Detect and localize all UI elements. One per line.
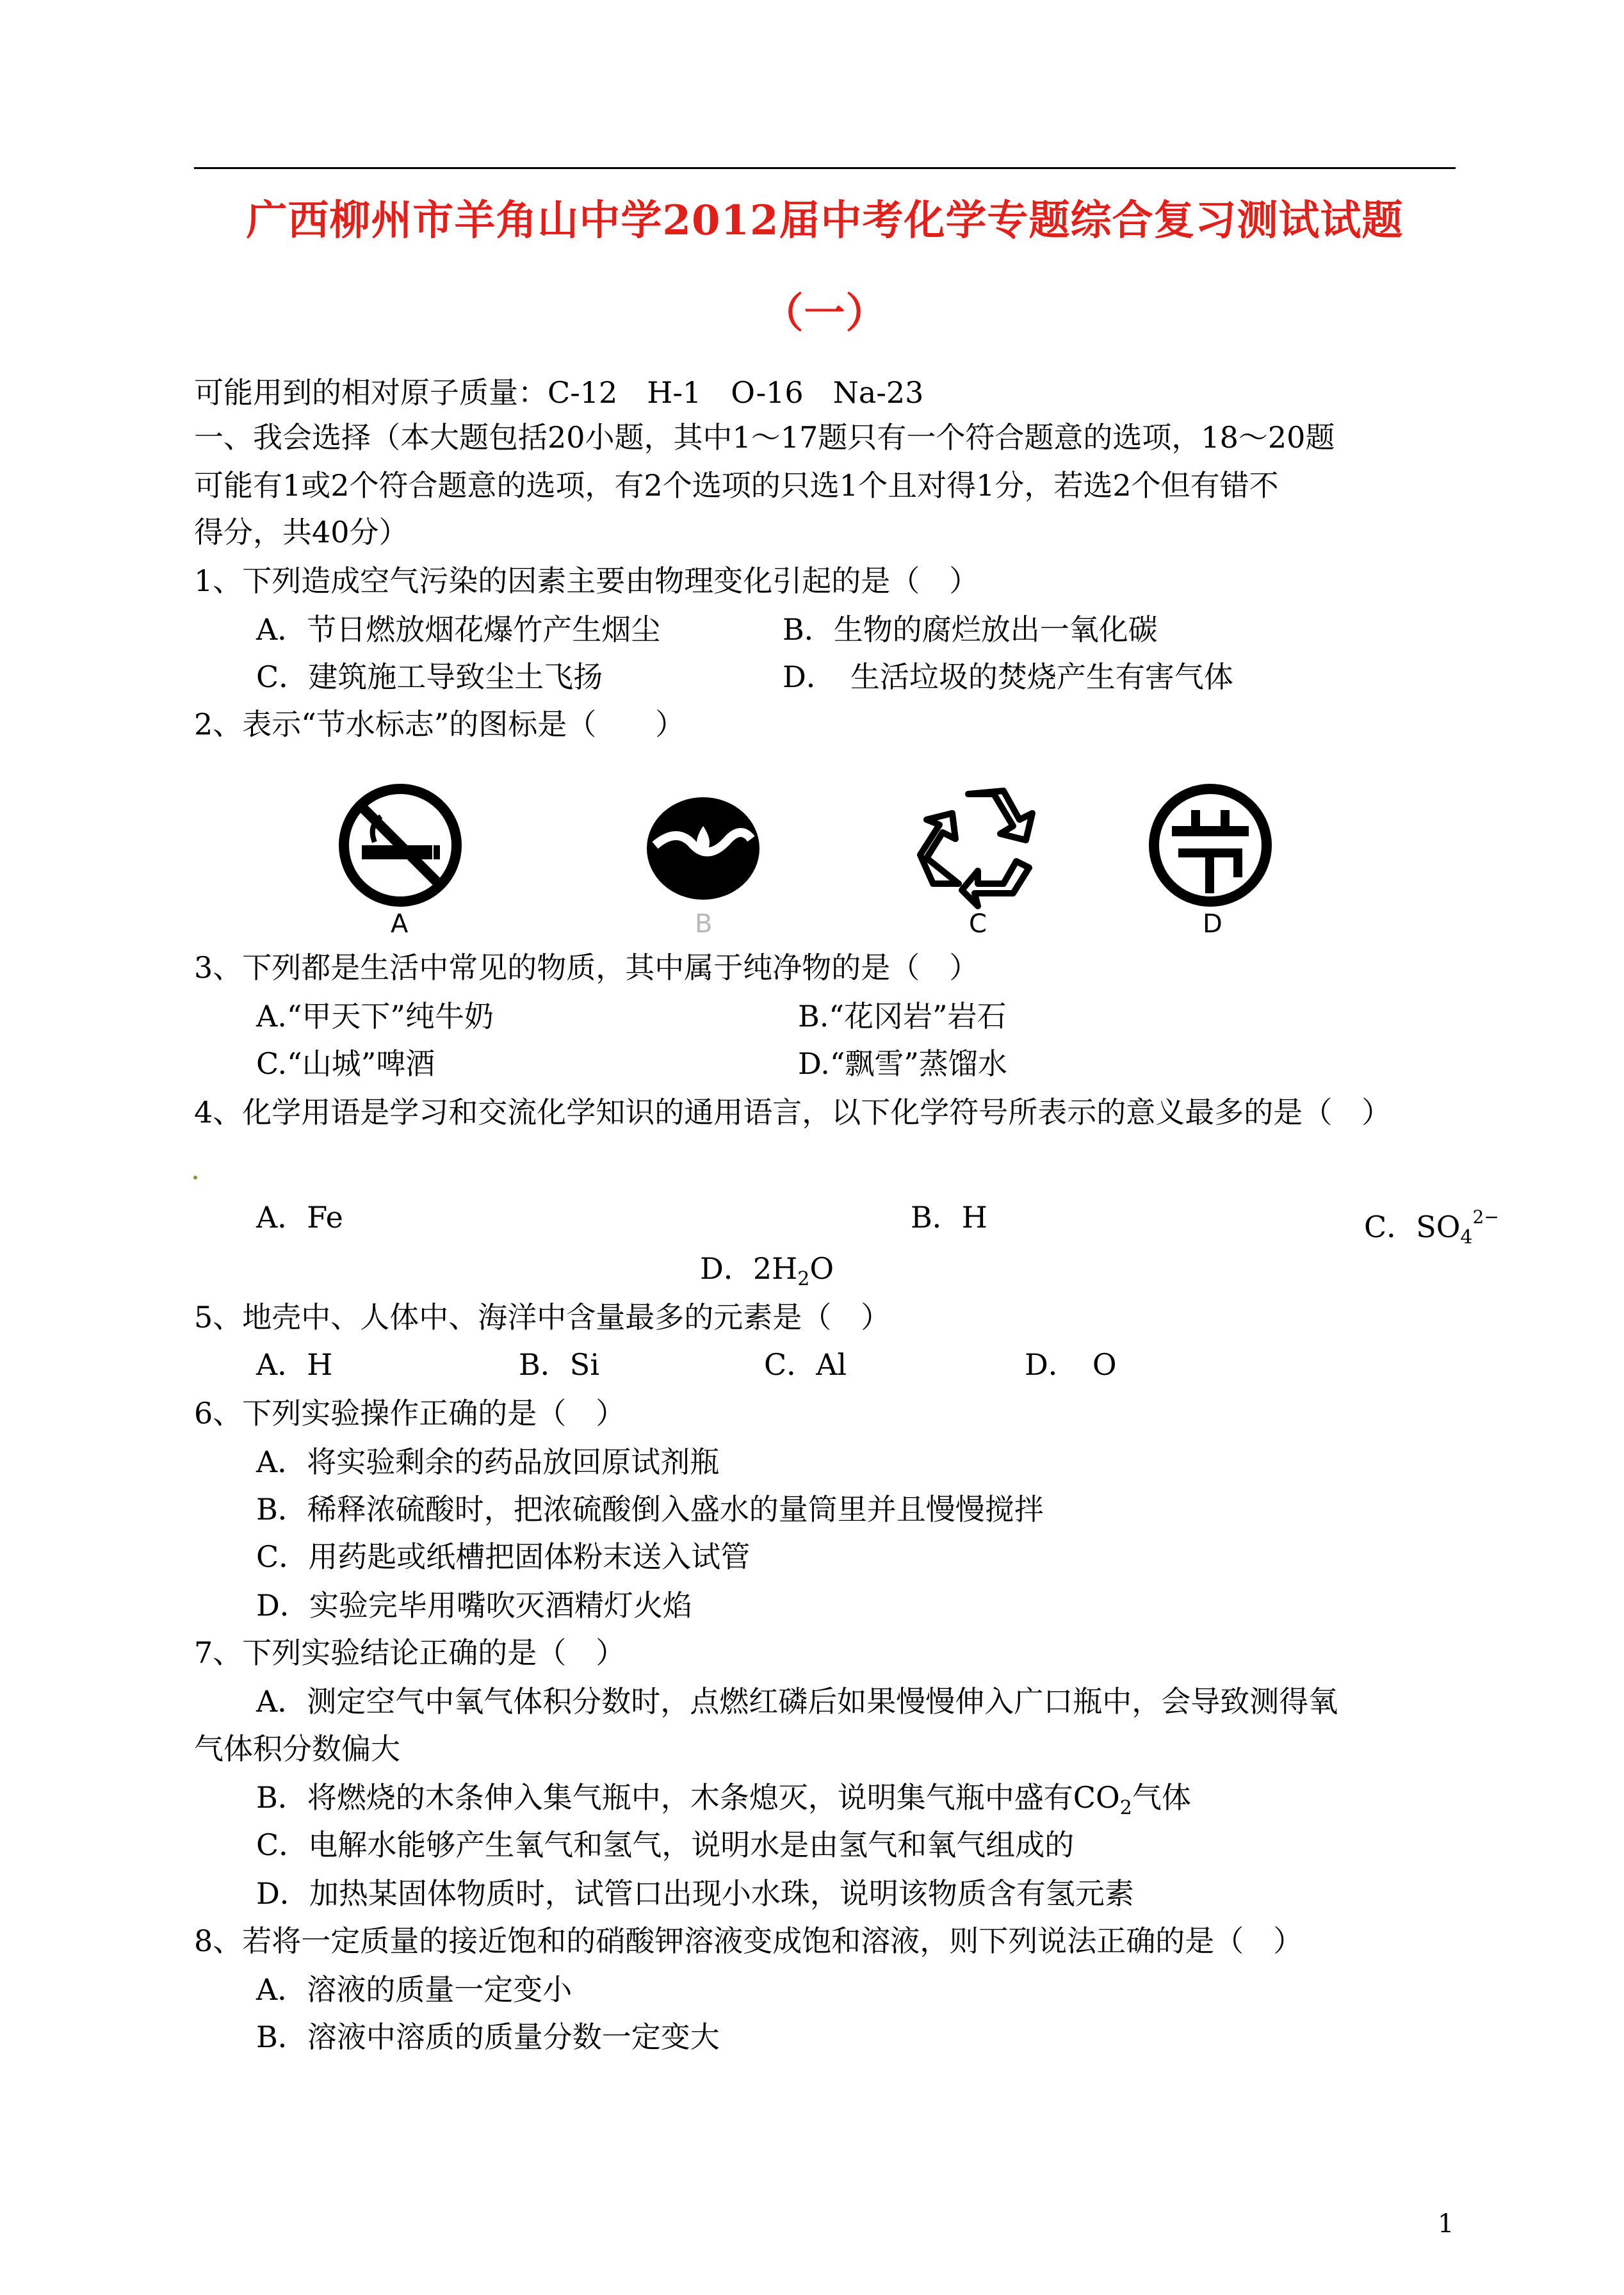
question-4-option-d: D．$2H_2O$ — [700, 1251, 834, 1290]
recycle-icon — [917, 781, 1045, 922]
question-5-option-c: C．Al — [764, 1347, 847, 1382]
no-smoking-icon — [336, 781, 464, 922]
section-instructions-line1: 一、我会选择（本大题包括20小题，其中1～17题只有一个符合题意的选项，18～20题 — [194, 420, 1335, 455]
question-7-option-c: C．电解水能够产生氧气和氢气，说明水是由氢气和氧气组成的 — [256, 1828, 1075, 1862]
question-4-stem: 4、化学用语是学习和交流化学知识的通用语言，以下化学符号所表示的意义最多的是（ ） — [194, 1095, 1392, 1130]
question-8-option-b: B．溶液中溶质的质量分数一定变大 — [256, 2020, 720, 2054]
stray-dot — [193, 1176, 197, 1180]
question-3-option-c: C.“山城”啤酒 — [256, 1046, 435, 1081]
question-3-option-b: B.“花冈岩”岩石 — [798, 999, 1007, 1034]
icon-label-c: C — [969, 909, 987, 939]
question-7-option-d: D．加热某固体物质时，试管口出现小水珠，说明该物质含有氢元素 — [256, 1876, 1134, 1911]
question-5-option-d: D． O — [1025, 1347, 1117, 1382]
question-1-option-a: A．节日燃放烟花爆竹产生烟尘 — [256, 612, 661, 647]
question-7-option-a-line1: A．测定空气中氧气体积分数时，点燃红磷后如果慢慢伸入广口瓶中，会导致测得氧 — [256, 1684, 1338, 1719]
question-6-stem: 6、下列实验操作正确的是（ ） — [194, 1396, 626, 1431]
question-1-option-d: D． 生活垃圾的焚烧产生有害气体 — [783, 660, 1233, 694]
icon-label-d: D — [1203, 909, 1222, 939]
question-4-option-a: A．Fe — [256, 1200, 343, 1235]
question-8-option-a: A．溶液的质量一定变小 — [256, 1972, 572, 2007]
page-title: 广西柳州市羊角山中学2012届中考化学专题综合复习测试试题 — [246, 197, 1404, 245]
question-6-option-b: B．稀释浓硫酸时，把浓硫酸倒入盛水的量筒里并且慢慢搅拌 — [256, 1492, 1044, 1527]
water-drop-icon — [639, 781, 767, 922]
question-3-option-d: D.“飘雪”蒸馏水 — [798, 1046, 1007, 1081]
question-6-option-d: D．实验完毕用嘴吹灭酒精灯火焰 — [256, 1588, 692, 1623]
question-7-option-b: B．将燃烧的木条伸入集气瓶中，木条熄灭，说明集气瓶中盛有$CO_2$气体 — [256, 1780, 1191, 1819]
header-rule — [194, 167, 1456, 169]
question-3-option-a: A.“甲天下”纯牛奶 — [256, 999, 494, 1034]
section-instructions-line3: 得分，共40分） — [194, 515, 409, 549]
question-4-option-b: B．H — [911, 1200, 987, 1235]
question-6-option-c: C．用药匙或纸槽把固体粉末送入试管 — [256, 1539, 751, 1574]
question-1-stem: 1、下列造成空气污染的因素主要由物理变化引起的是（ ） — [194, 564, 979, 598]
question-2-stem: 2、表示“节水标志”的图标是（ ） — [194, 707, 685, 742]
icon-label-b: B — [695, 909, 713, 939]
question-8-stem: 8、若将一定质量的接近饱和的硝酸钾溶液变成饱和溶液，则下列说法正确的是（ ） — [194, 1924, 1303, 1958]
section-instructions-line2: 可能有1或2个符合题意的选项，有2个选项的只选1个且对得1分，若选2个但有错不 — [194, 468, 1279, 503]
icon-label-a: A — [391, 909, 409, 939]
question-1-option-b: B．生物的腐烂放出一氧化碳 — [783, 612, 1158, 647]
question-3-stem: 3、下列都是生活中常见的物质，其中属于纯净物的是（ ） — [194, 950, 979, 985]
question-5-stem: 5、地壳中、人体中、海洋中含量最多的元素是（ ） — [194, 1300, 891, 1334]
question-7-option-a-line2: 气体积分数偏大 — [194, 1731, 400, 1766]
question-1-option-c: C．建筑施工导致尘土飞扬 — [256, 660, 603, 694]
question-6-option-a: A．将实验剩余的药品放回原试剂瓶 — [256, 1445, 720, 1479]
atomic-masses-note: 可能用到的相对原子质量：C-12 H-1 O-16 Na-23 — [194, 375, 924, 410]
page-title-suffix: （一） — [762, 289, 888, 337]
question-7-stem: 7、下列实验结论正确的是（ ） — [194, 1635, 626, 1670]
question-4-option-c: C．$SO_4^{2-}$ — [1364, 1206, 1499, 1249]
question-5-option-a: A．H — [256, 1347, 333, 1382]
page-number: 1 — [1438, 2209, 1454, 2239]
water-saving-icon — [1146, 781, 1274, 922]
question-5-option-b: B．Si — [519, 1347, 600, 1382]
